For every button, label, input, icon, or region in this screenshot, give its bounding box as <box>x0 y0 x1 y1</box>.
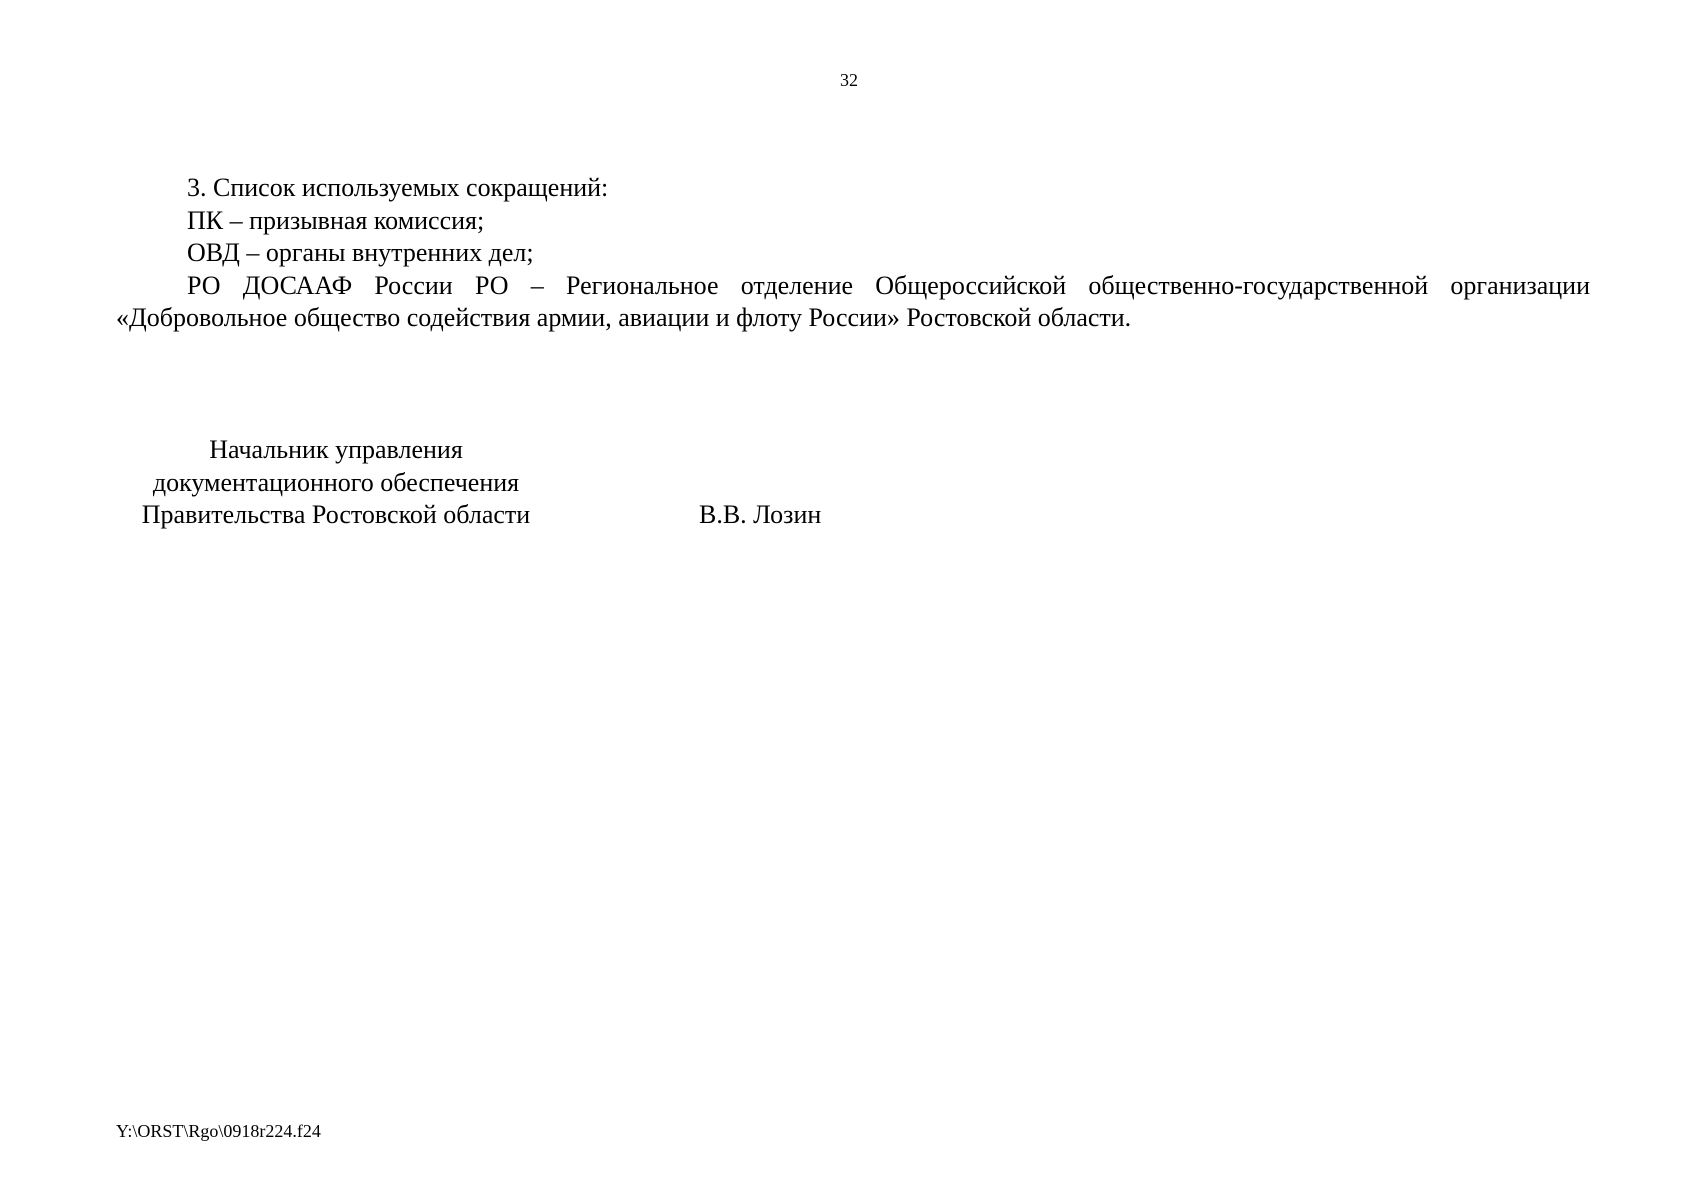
abbreviation-item: РО ДОСААФ России РО – Региональное отделение Общероссийской общественно-государственной организации «Добровольное общество содействия армии, авиации и флоту России» Ростовской области. <box>116 270 1590 332</box>
page-number: 32 <box>840 70 858 90</box>
abbreviation-item: ПК – призывная комиссия; <box>187 205 485 235</box>
signatory-position-line: Правительства Ростовской области <box>141 500 531 529</box>
abbreviations-heading: 3. Список используемых сокращений: <box>187 173 609 202</box>
footer-file-path: Y:\ORST\Rgo\0918r224.f24 <box>116 1121 321 1141</box>
signatory-position-line: Начальник управления <box>209 435 463 464</box>
abbreviations-section <box>116 172 1590 335</box>
abbreviation-item: ОВД – органы внутренних дел; <box>187 238 534 267</box>
signatory-position <box>116 434 556 532</box>
signatory-position-line: документационного обеспечения <box>152 467 520 497</box>
signatory-name: В.В. Лозин <box>699 500 822 529</box>
